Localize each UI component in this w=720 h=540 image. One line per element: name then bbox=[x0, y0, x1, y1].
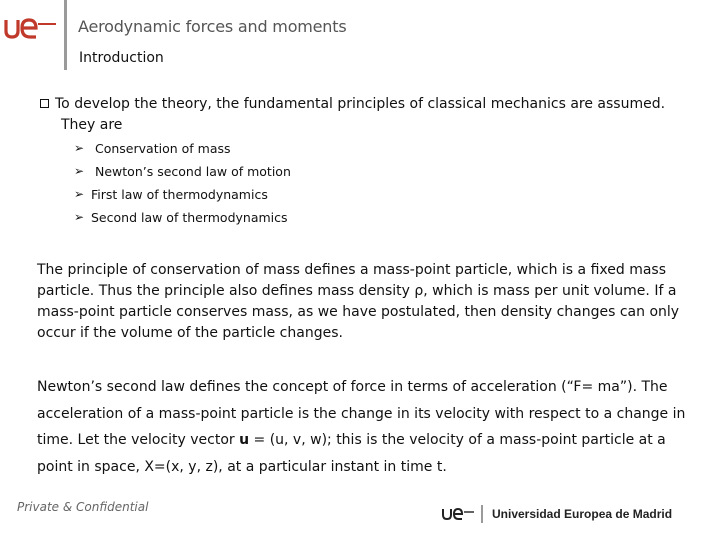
principles-list bbox=[74, 140, 291, 232]
list-item bbox=[74, 209, 291, 232]
university-logo bbox=[2, 14, 58, 42]
list-item-label: Newton’s second law of motion bbox=[95, 164, 291, 179]
list-item bbox=[74, 186, 291, 209]
arrow-bullet-icon: ➢ bbox=[74, 141, 85, 155]
paragraph-text: Newton’s second law defines the concept of force in terms of acceleration (“F= ma”). The acceleration of a mass-point particle is the change in its velocity with respect to a change in time. Let the velocity vector bbox=[37, 379, 686, 448]
list-item-label: First law of thermodynamics bbox=[91, 187, 268, 202]
checkbox-bullet-icon bbox=[40, 99, 49, 108]
header-divider bbox=[64, 0, 67, 70]
list-item-label: Conservation of mass bbox=[95, 141, 231, 156]
mass-conservation-paragraph: The principle of conservation of mass defines a mass-point particle, which is a fixed mass particle. Thus the principle also defines mass density ρ, which is mass per unit volume. If a mass-point particle conserves mass, as we have postulated, then density changes can only occur if the volume of the particle changes. bbox=[37, 262, 680, 341]
slide-title: Aerodynamic forces and moments bbox=[78, 17, 347, 36]
university-name: Universidad Europea de Madrid bbox=[492, 507, 673, 521]
list-item bbox=[74, 140, 291, 163]
list-item-label: Second law of thermodynamics bbox=[91, 210, 288, 225]
footer-branding bbox=[441, 503, 672, 525]
intro-line-2: They are bbox=[61, 117, 123, 133]
arrow-bullet-icon: ➢ bbox=[74, 164, 85, 178]
arrow-bullet-icon: ➢ bbox=[74, 187, 85, 201]
footer-divider bbox=[481, 505, 483, 523]
intro-line-1: To develop the theory, the fundamental principles of classical mechanics are assumed. bbox=[55, 96, 666, 112]
paragraph-text: = (u, v, w); this is the velocity of a mass-point particle at a point in space, X=(x, y, z), at a particular instant in time t. bbox=[37, 432, 666, 475]
velocity-vector-symbol: u bbox=[239, 432, 250, 448]
newton-law-paragraph bbox=[37, 374, 697, 480]
intro-text bbox=[40, 94, 710, 136]
university-logo-small bbox=[441, 506, 475, 522]
slide-subtitle: Introduction bbox=[79, 50, 164, 66]
arrow-bullet-icon: ➢ bbox=[74, 210, 85, 224]
list-item bbox=[74, 163, 291, 186]
confidential-label: Private & Confidential bbox=[17, 500, 149, 514]
